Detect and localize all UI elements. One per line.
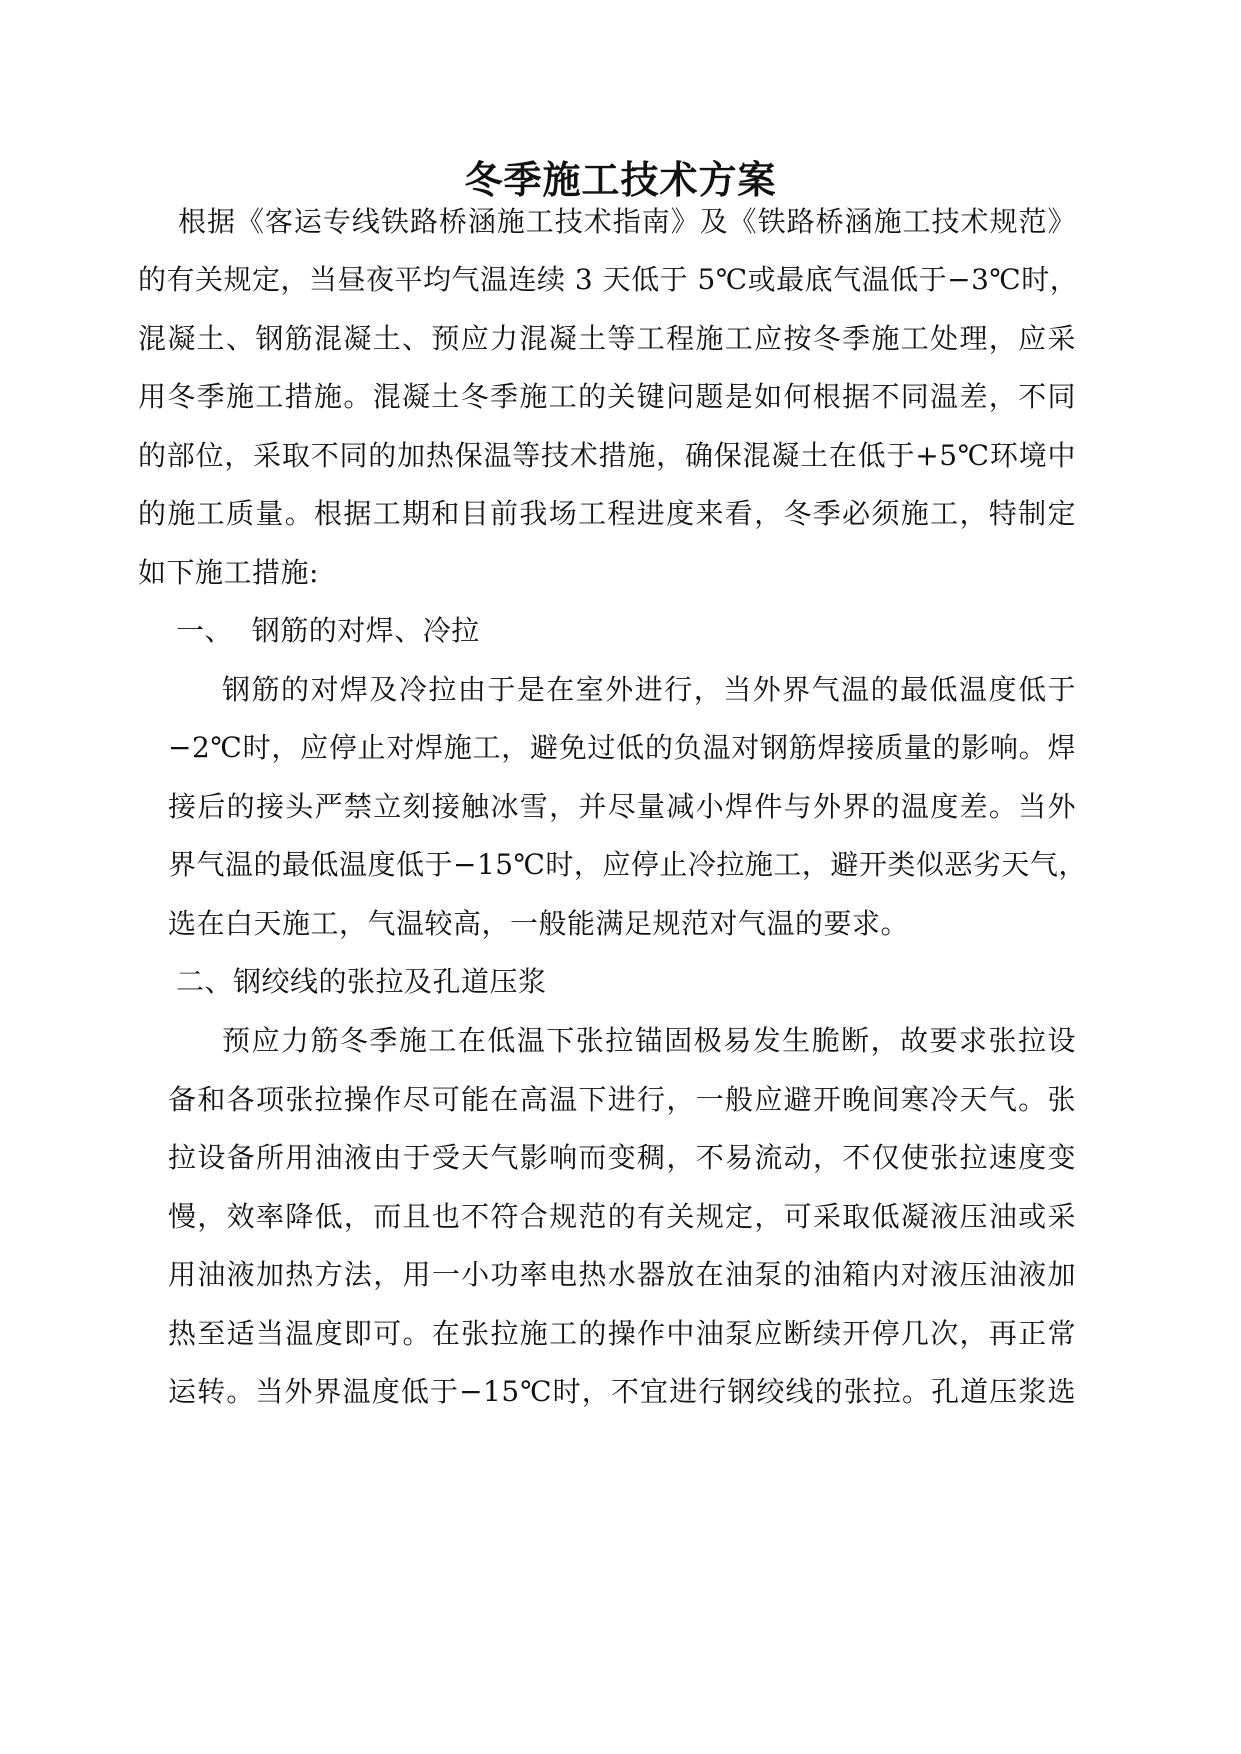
section-2-line-6: 热至适当温度即可。在张拉施工的操作中油泵应断续开停几次，再正常 [168,1317,1076,1350]
section-1-line-5: 选在白天施工，气温较高，一般能满足规范对气温的要求。 [168,907,910,940]
intro-line-2: 的有关规定，当昼夜平均气温连续 3 天低于 5℃或最底气温低于−3℃时， [138,263,1079,296]
section-1-heading: 一、 钢筋的对焊、冷拉 [176,614,480,647]
section-2-line-5: 用油液加热方法，用一小功率电热水器放在油泵的油箱内对液压油液加 [168,1258,1076,1291]
section-1-line-2: −2℃时，应停止对焊施工，避免过低的负温对钢筋焊接质量的影响。焊 [168,731,1076,764]
document-title: 冬季施工技术方案 [464,157,777,202]
section-1-line-3: 接后的接头严禁立刻接触冰雪，并尽量减小焊件与外界的温度差。当外 [168,790,1076,823]
section-2-heading: 二、钢绞线的张拉及孔道压浆 [176,965,547,998]
intro-line-7: 如下施工措施: [138,556,319,589]
section-1-line-4: 界气温的最低温度低于−15℃时，应停止冷拉施工，避开类似恶劣天气， [168,848,1087,881]
intro-line-5: 的部位，采取不同的加热保温等技术措施，确保混凝土在低于+5℃环境中 [138,439,1076,472]
intro-line-3: 混凝土、钢筋混凝土、预应力混凝土等工程施工应按冬季施工处理，应采 [138,322,1076,355]
section-2-line-2: 备和各项张拉操作尽可能在高温下进行，一般应避开晚间寒冷天气。张 [168,1083,1076,1116]
section-2-line-7: 运转。当外界温度低于−15℃时，不宜进行钢绞线的张拉。孔道压浆选 [168,1375,1076,1408]
intro-line-1: 根据《客运专线铁路桥涵施工技术指南》及《铁路桥涵施工技术规范》 [178,205,1076,238]
section-2-line-4: 慢，效率降低，而且也不符合规范的有关规定，可采取低凝液压油或采 [168,1200,1076,1233]
section-2-line-1: 预应力筋冬季施工在低温下张拉锚固极易发生脆断，故要求张拉设 [222,1024,1076,1057]
intro-line-6: 的施工质量。根据工期和目前我场工程进度来看，冬季必须施工，特制定 [138,497,1076,530]
section-1-line-1: 钢筋的对焊及冷拉由于是在室外进行，当外界气温的最低温度低于 [222,673,1076,706]
section-2-line-3: 拉设备所用油液由于受天气影响而变稠，不易流动，不仅使张拉速度变 [168,1141,1076,1174]
intro-line-4: 用冬季施工措施。混凝土冬季施工的关键问题是如何根据不同温差，不同 [138,380,1076,413]
